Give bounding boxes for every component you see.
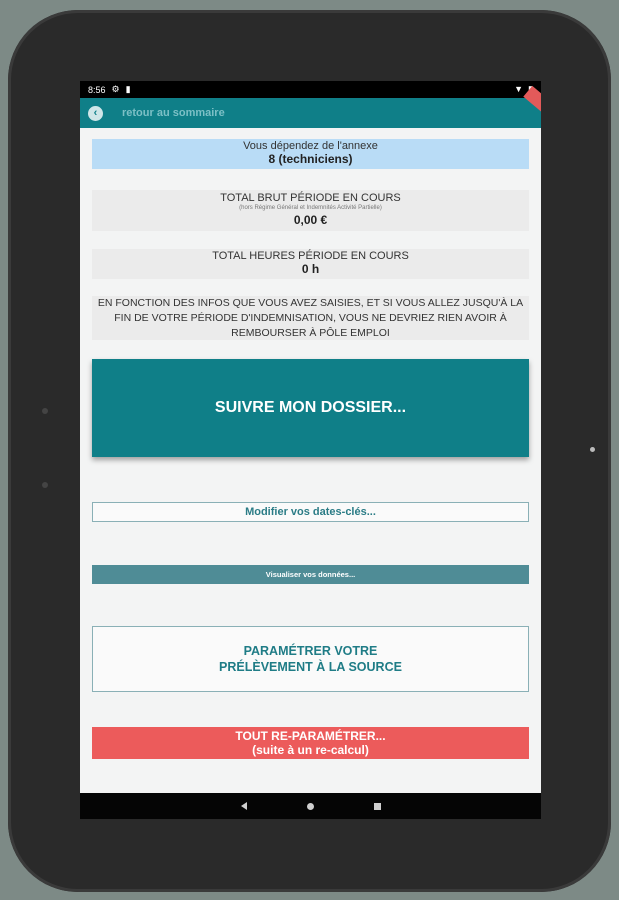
total-brut-label: TOTAL BRUT PÉRIODE EN COURS [220,192,401,204]
visualiser-donnees-button[interactable]: Visualiser vos données... [92,565,529,584]
back-to-summary-link[interactable]: retour au sommaire [122,107,225,119]
tout-reparametrer-button[interactable] [92,727,529,759]
parametrer-prelevement-button[interactable] [92,626,529,692]
annexe-panel [92,139,529,169]
wifi-icon: ▼ [514,84,524,94]
suivre-dossier-button[interactable]: SUIVRE MON DOSSIER... [92,359,529,457]
annexe-value: 8 (techniciens) [268,152,353,166]
device-screen [80,81,541,819]
reparametrer-line1: TOUT RE-PARAMÉTRER... [235,729,386,743]
total-brut-sublabel: (hors Régime Général et Indemnités Activité Partielle) [239,205,382,211]
app-bar [80,98,541,128]
gear-icon: ⚙ [111,84,120,94]
reparametrer-line2: (suite à un re-calcul) [252,743,369,757]
total-brut-value: 0,00 € [293,213,328,227]
lock-icon: ▮ [125,84,131,94]
nav-back-icon[interactable] [241,802,247,810]
parametrer-line1: PARAMÉTRER VOTRE [243,644,378,658]
total-brut-panel [92,190,529,231]
status-bar [80,81,541,98]
camera-dot [590,447,595,452]
status-time: 8:56 [88,84,106,95]
total-heures-panel [92,249,529,279]
sensor-dot [42,482,48,488]
modifier-dates-button[interactable]: Modifier vos dates-clés... [92,502,529,522]
annexe-label: Vous dépendez de l'annexe [243,140,378,152]
info-message: EN FONCTION DES INFOS QUE VOUS AVEZ SAISIES, ET SI VOUS ALLEZ JUSQU'À LA FIN DE VOTRE PÉRIODE D'INDEMNISATION, VOUS NE DEVRIEZ RIEN AVOIR À REMBOURSER À PÔLE EMPLOI [92,296,529,340]
total-heures-label: TOTAL HEURES PÉRIODE EN COURS [212,250,409,262]
nav-home-icon[interactable] [307,803,314,810]
back-arrow-icon[interactable]: ‹ [88,106,103,121]
system-nav-bar [80,793,541,819]
parametrer-line2: PRÉLÈVEMENT À LA SOURCE [219,660,402,674]
nav-recents-icon[interactable] [374,803,381,810]
total-heures-value: 0 h [301,262,320,276]
sensor-dot [42,408,48,414]
